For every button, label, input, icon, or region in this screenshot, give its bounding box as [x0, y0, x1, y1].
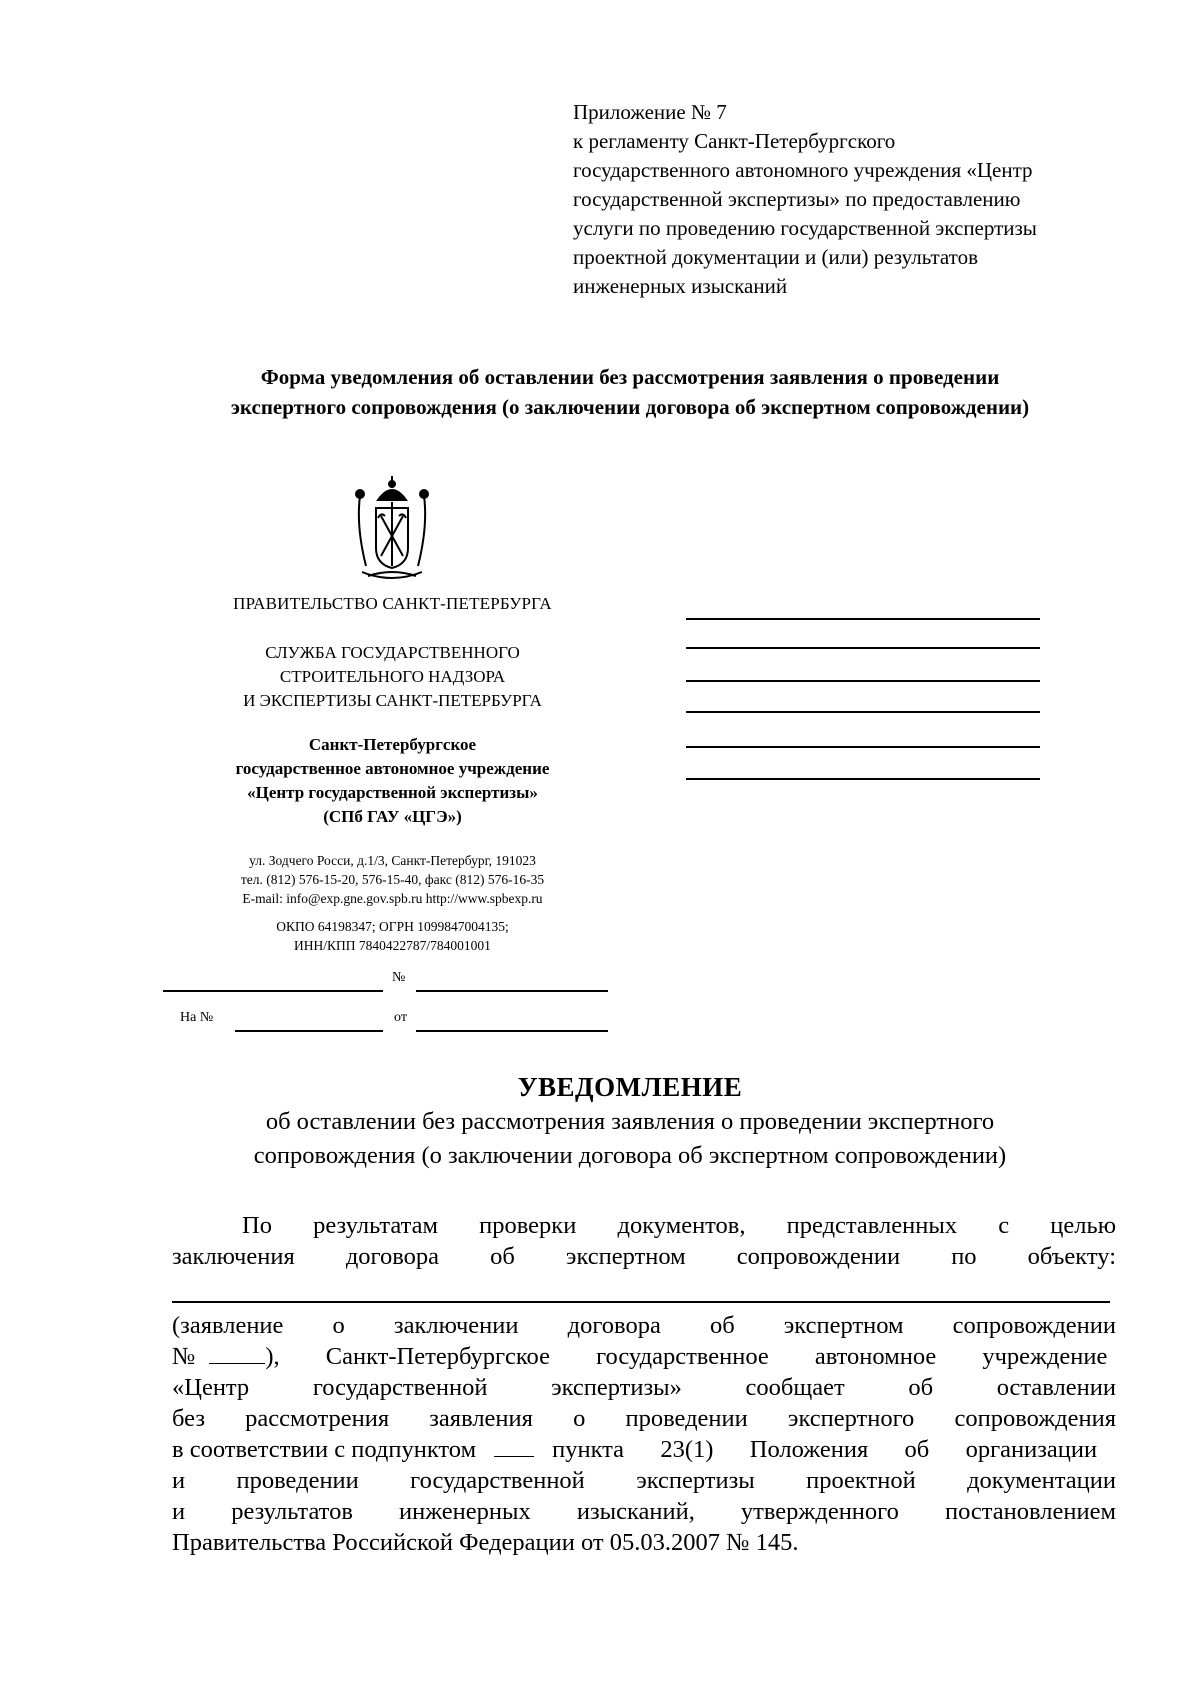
ref-number-label: На № [180, 1010, 214, 1025]
address-line: E-mail: info@exp.gne.gov.spb.ru http://www.spbexp.ru [242, 891, 543, 906]
service-line: СТРОИТЕЛЬНОГО НАДЗОРА [279, 667, 506, 686]
appendix-line: услуги по проведению государственной экспертизы [573, 216, 1037, 240]
address-line: ул. Зодчего Росси, д.1/3, Санкт-Петербург, 191023 [249, 853, 536, 868]
appendix-line: к регламенту Санкт-Петербургского [573, 129, 896, 153]
registry-codes [150, 917, 635, 955]
organization-line: (СПб ГАУ «ЦГЭ») [323, 807, 462, 826]
body-line [172, 1343, 1116, 1375]
body-text: ), Санкт-Петербургское государственное автономное учреждение [265, 1343, 1108, 1370]
government-name: ПРАВИТЕЛЬСТВО САНКТ-ПЕТЕРБУРГА [233, 594, 552, 613]
coat-of-arms-icon [352, 476, 432, 584]
organization-line: Санкт-Петербургское [308, 735, 477, 754]
service-line: И ЭКСПЕРТИЗЫ САНКТ-ПЕТЕРБУРГА [243, 691, 542, 710]
body-line: Правительства Российской Федерации от 05.03.2007 № 145. [172, 1529, 799, 1556]
codes-line: ОКПО 64198347; ОГРН 1099847004135; [276, 919, 509, 934]
appendix-line: государственного автономного учреждения «Центр [573, 158, 1033, 182]
body-line [172, 1436, 1116, 1468]
ref-date-blank [416, 1030, 608, 1032]
service-name [150, 641, 635, 713]
body-line: и результатов инженерных изысканий, утвержденного постановлением [172, 1498, 1116, 1525]
ref-number-blank [235, 1030, 383, 1032]
body-line: заключения договора об экспертном сопровождении по объекту: [172, 1243, 1116, 1270]
number-sign: № [172, 1343, 196, 1370]
body-line: (заявление о заключении договора об экспертном сопровождении [172, 1312, 1116, 1339]
ref-date-label: от [394, 1010, 407, 1025]
organization-name [150, 733, 635, 829]
organization-line: «Центр государственной экспертизы» [247, 783, 538, 802]
application-number-blank [209, 1363, 265, 1364]
subtitle-line: сопровождения (о заключении договора об экспертном сопровождении) [253, 1142, 1007, 1169]
addressee-line [686, 647, 1040, 649]
addressee-line [686, 711, 1040, 713]
appendix-line: инженерных изысканий [573, 274, 788, 298]
body-line: «Центр государственной экспертизы» сообщает об оставлении [172, 1374, 1116, 1401]
contact-address [150, 851, 635, 908]
body-line: без рассмотрения заявления о проведении экспертного сопровождения [172, 1405, 1116, 1432]
addressee-line [686, 778, 1040, 780]
notice-subtitle [150, 1105, 1110, 1173]
subtitle-line: об оставлении без рассмотрения заявления о проведении экспертного [265, 1108, 995, 1135]
notice-heading: УВЕДОМЛЕНИЕ [517, 1072, 743, 1102]
object-blank [172, 1301, 1110, 1303]
appendix-line: государственной экспертизы» по предоставлению [573, 187, 1021, 211]
appendix-line: проектной документации и (или) результатов [573, 245, 978, 269]
number-sign: № [392, 970, 406, 985]
form-title-line: экспертного сопровождения (о заключении договора об экспертном сопровождении) [230, 395, 1030, 419]
form-title-line: Форма уведомления об оставлении без рассмотрения заявления о проведении [260, 365, 1000, 389]
body-text: пункта 23(1) Положения об организации [552, 1436, 1098, 1463]
addressee-line [686, 746, 1040, 748]
subitem-blank [494, 1456, 534, 1457]
body-line: По результатам проверки документов, представленных с целью [242, 1212, 1116, 1239]
organization-line: государственное автономное учреждение [235, 759, 550, 778]
appendix-note [573, 98, 1133, 301]
addressee-line [686, 680, 1040, 682]
codes-line: ИНН/КПП 7840422787/784001001 [294, 938, 491, 953]
service-line: СЛУЖБА ГОСУДАРСТВЕННОГО [265, 643, 520, 662]
outgoing-number-blank [416, 990, 608, 992]
body-text: в соответствии с подпунктом [172, 1436, 477, 1463]
addressee-line [686, 618, 1040, 620]
appendix-line: Приложение № 7 [573, 100, 727, 124]
body-line: и проведении государственной экспертизы проектной документации [172, 1467, 1116, 1494]
address-line: тел. (812) 576-15-20, 576-15-40, факс (812) 576-16-35 [240, 872, 545, 887]
outgoing-date-blank [163, 990, 383, 992]
form-title [150, 362, 1110, 422]
